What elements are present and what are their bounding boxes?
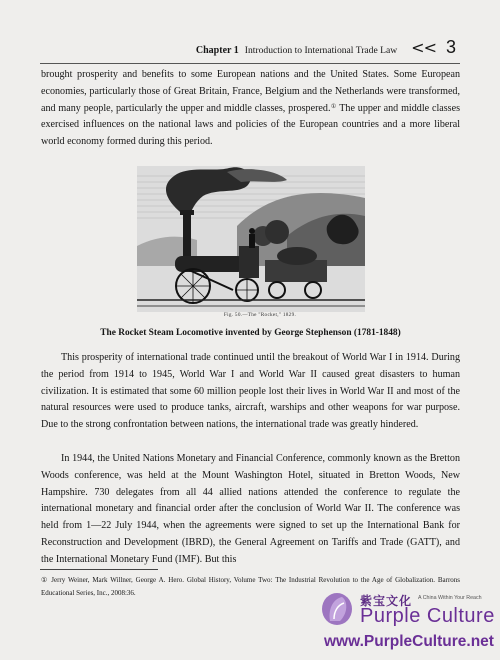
- paragraph-1-text: brought prosperity and benefits to some European nations and the United States. Some European economies, particularly those of Great Britain, France, Belgium and the Netherlands were transformed, and many people, particularly the upper and middle classes, prospered.: [41, 69, 460, 114]
- watermark-brand-name: Purple Culture: [360, 605, 495, 627]
- running-header: [196, 37, 456, 58]
- figure-caption: The Rocket Steam Locomotive invented by George Stephenson (1781-1848): [100, 328, 401, 338]
- paragraph-2: [41, 350, 460, 434]
- purple-culture-logo-icon: [320, 591, 356, 631]
- purple-culture-watermark: [318, 590, 500, 656]
- paragraph-3: [41, 451, 460, 569]
- page-number: 3: [445, 37, 456, 57]
- footnote-marker: ①: [330, 103, 337, 110]
- watermark-url: www.PurpleCulture.net: [324, 633, 494, 650]
- chapter-label: Chapter 1: [195, 45, 239, 56]
- watermark-chinese-name: 紫宝文化: [360, 594, 413, 608]
- plate-caption: Fig. 50.—The "Rocket," 1829.: [223, 312, 297, 318]
- watermark-slogan: A China Within Your Reach: [418, 595, 482, 601]
- paragraph-1: [41, 67, 460, 151]
- header-rule: [40, 63, 460, 64]
- paragraph-1-text-continued: The upper and middle classes exercised influences on the national laws and policies of the European countries and a more liberal world economy formed during this period.: [41, 102, 460, 148]
- paragraph-3-text: In 1944, the United Nations Monetary and Financial Conference, commonly known as the Bretton Woods conference, was held at the Mount Washington Hotel, situated in Bretton Woods, New Hampshire. 730 delegates from all 44 allied nations attended the conference to regulate the international monetary and financial order after the conclusion of World War II. The conference was held from 1—22 July 1944, when the agreements were signed to set up the International Bank for Reconstruction and Development (IBRD), the General Agreement on Tariffs and Trade (GATT), and the International Monetary Fund (IMF). But this: [41, 453, 460, 565]
- footnote-text: ① Jerry Weiner, Mark Willner, George A. Hero. Global History, Volume Two: The Industrial Revolution to the Age of Globalization. Barrons Educational Series, Inc., 2008:36.: [41, 576, 460, 597]
- chapter-title: Introduction to International Trade Law: [244, 45, 398, 56]
- rocket-locomotive-illustration: [137, 166, 365, 312]
- double-chevron-left-icon: <<: [411, 38, 436, 57]
- footnote-rule: [40, 569, 158, 570]
- paragraph-2-text: This prosperity of international trade continued until the breakout of World War I in 1914. During the period from 1914 to 1945, World War I and World War II caused great disasters to human civilization. It is estimated that some 60 million people lost their lives in World War II and most of the natural resources were used to produce tanks, aircraft, warships and other weapons for war purpose. Due to the strong confrontation between nations, the international trade was greatly hindered.: [41, 352, 460, 431]
